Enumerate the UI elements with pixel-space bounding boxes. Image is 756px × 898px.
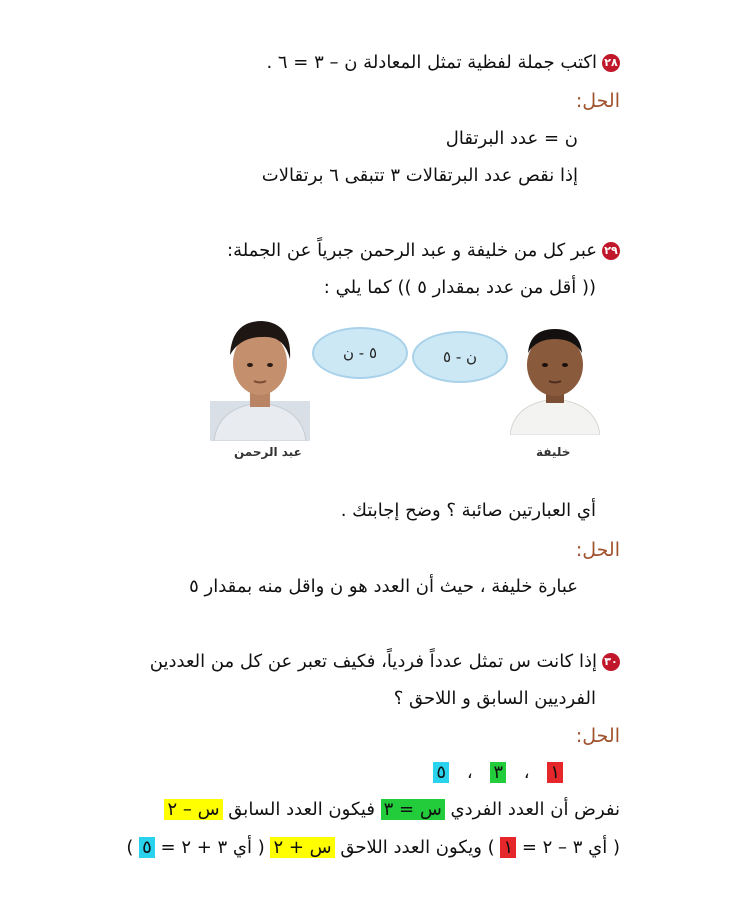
seq-separator: ، bbox=[523, 762, 530, 783]
highlight-result-5: ٥ bbox=[139, 837, 155, 858]
highlight-result-1: ١ bbox=[500, 837, 516, 858]
highlight-s-equals-3: س = ٣ bbox=[381, 799, 445, 820]
question-number-badge: ٣٠ bbox=[602, 653, 620, 671]
solution-28-line2: إذا نقص عدد البرتقالات ٣ تتبقى ٦ برتقالات bbox=[261, 165, 578, 186]
question-29-prompt: أي العبارتين صائبة ؟ وضح إجابتك . bbox=[340, 500, 596, 521]
question-29-text: عبر كل من خليفة و عبد الرحمن جبرياً عن الجملة: bbox=[227, 240, 597, 261]
text-segment: ) ويكون العدد اللاحق bbox=[334, 837, 501, 858]
solution-label-29: الحل: bbox=[575, 539, 620, 561]
solution-label-28: الحل: bbox=[575, 90, 620, 112]
khalifa-image bbox=[510, 323, 600, 435]
question-number-badge: ٢٩ bbox=[602, 242, 620, 260]
seq-separator: ، bbox=[466, 762, 473, 783]
question-30 bbox=[150, 649, 620, 675]
text-segment: ( أي ٣ – ٢ = bbox=[516, 837, 620, 858]
name-label-abdulrahman: عبد الرحمن bbox=[234, 445, 302, 459]
question-30-text1: إذا كانت س تمثل عدداً فردياً، فكيف تعبر عن كل من العددين bbox=[149, 651, 597, 672]
seq-value-1: ١ bbox=[547, 762, 563, 783]
abdulrahman-image bbox=[210, 315, 310, 441]
solution-label-30: الحل: bbox=[575, 725, 620, 747]
speech-bubble-right: ن - ٥ bbox=[412, 331, 508, 383]
solution-29-answer: عبارة خليفة ، حيث أن العدد هو ن واقل منه بمقدار ٥ bbox=[189, 576, 578, 597]
question-30-text2: الفرديين السابق و اللاحق ؟ bbox=[393, 688, 596, 709]
question-28-text: اكتب جملة لفظية تمثل المعادلة ن – ٣ = ٦ . bbox=[266, 52, 597, 73]
solution-28-line1: ن = عدد البرتقال bbox=[445, 128, 578, 149]
text-segment: فيكون العدد السابق bbox=[222, 799, 381, 820]
solution-30-line1 bbox=[164, 797, 620, 823]
question-28 bbox=[266, 50, 620, 76]
speech-bubble-left: ٥ - ن bbox=[312, 327, 408, 379]
question-29-quote: (( أقل من عدد بمقدار ٥ )) كما يلي : bbox=[323, 277, 596, 298]
question-number-badge: ٢٨ bbox=[602, 54, 620, 72]
highlight-s-minus-2: س – ٢ bbox=[164, 799, 222, 820]
text-segment: ( أي ٣ + ٢ = bbox=[154, 837, 271, 858]
text-segment: نفرض أن العدد الفردي bbox=[444, 799, 620, 820]
odd-sequence bbox=[433, 760, 563, 786]
name-label-khalifa: خليفة bbox=[536, 445, 571, 459]
text-segment: ) bbox=[126, 837, 140, 858]
seq-value-2: ٣ bbox=[490, 762, 506, 783]
highlight-s-plus-2: س + ٢ bbox=[270, 837, 334, 858]
seq-value-3: ٥ bbox=[433, 762, 449, 783]
question-29 bbox=[227, 238, 620, 264]
solution-30-line2 bbox=[126, 835, 620, 861]
illustration bbox=[190, 315, 610, 465]
